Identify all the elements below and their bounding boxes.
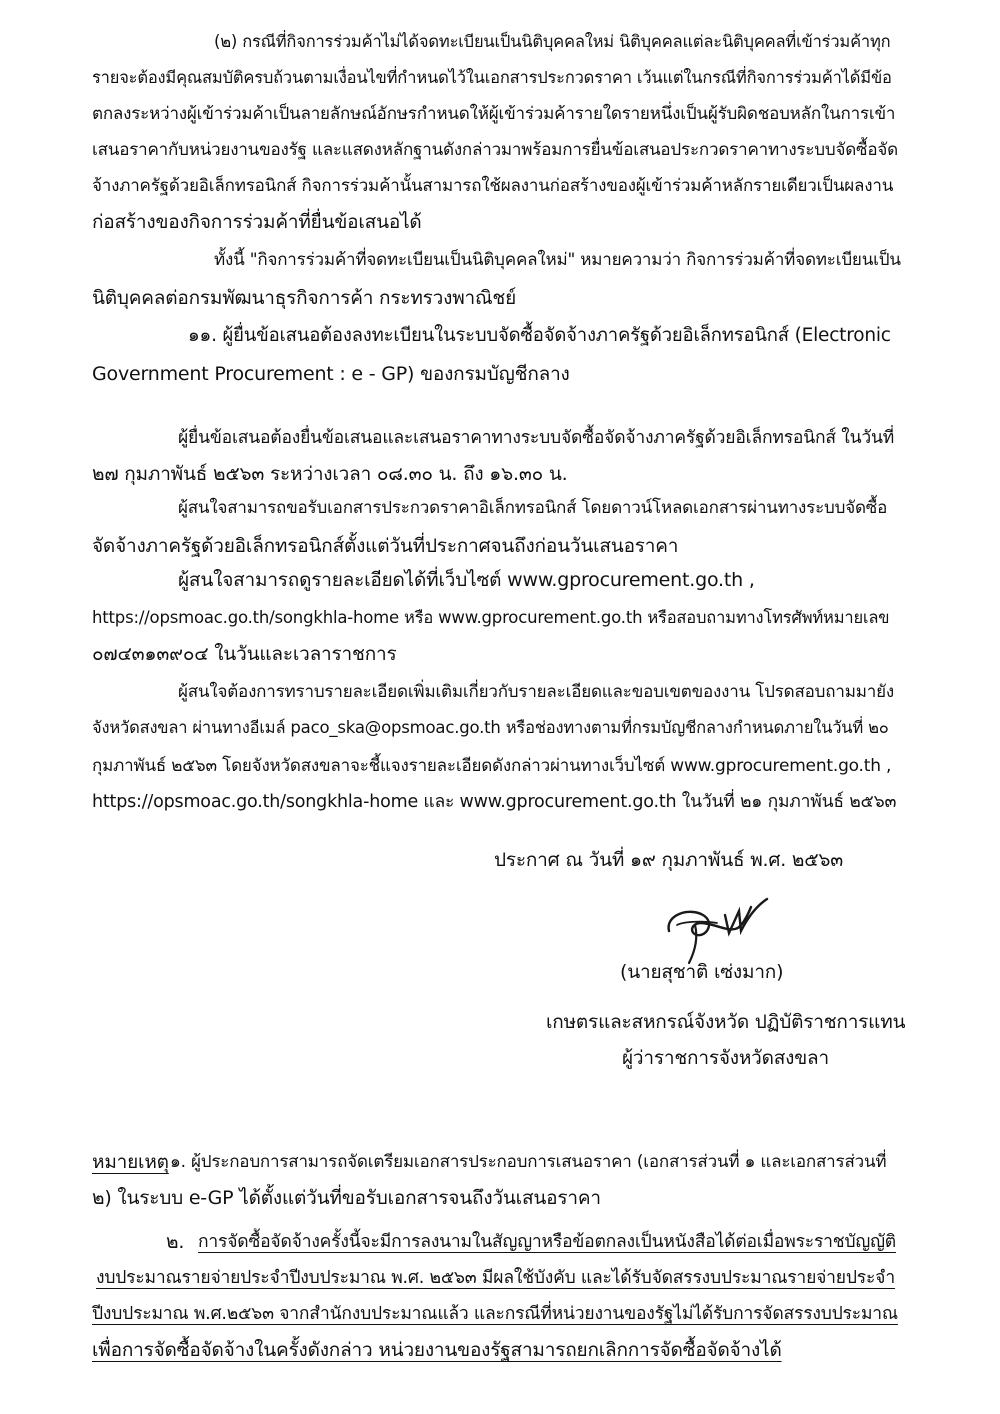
remarks-note2-line-4: เพื่อการจัดซื้อจัดจ้างในครั้งดังกล่าว หน่วยงานของรัฐสามารถยกเลิกการจัดซื้อจัดจ้างได้ — [92, 1339, 782, 1361]
inquiry-line-3: กุมภาพันธ์ ๒๕๖๓ โดยจังหวัดสงขลาจะชี้แจงรายละเอียดดังกล่าวผ่านทางเว็บไซต์ www.gprocurement.go.th , — [92, 756, 892, 776]
signatory-position-2: ผู้ว่าราชการจังหวัดสงขลา — [622, 1047, 829, 1069]
signature-image — [655, 885, 775, 965]
joint-venture-line-1: (๒) กรณีที่กิจการร่วมค้าไม่ได้จดทะเบียนเป็นนิติบุคคลใหม่ นิติบุคคลแต่ละนิติบุคคลที่เข้าร่วมค้าทุก — [214, 32, 891, 51]
website-line-3: ๐๗๔๓๑๓๙๐๔ ในวันและเวลาราชการ — [92, 643, 397, 665]
website-line-2: https://opsmoac.go.th/songkhla-home หรือ www.gprocurement.go.th หรือสอบถามทางโทรศัพท์หมายเลข — [92, 608, 890, 627]
joint-venture-line-5: จ้างภาครัฐด้วยอิเล็กทรอนิกส์ กิจการร่วมค้านั้นสามารถใช้ผลงานก่อสร้างของผู้เข้าร่วมค้าหลักรายเดียวเป็นผลงาน — [92, 176, 894, 196]
joint-venture-line-2: รายจะต้องมีคุณสมบัติครบถ้วนตามเงื่อนไขที่กำหนดไว้ในเอกสารประกวดราคา เว้นแต่ในกรณีที่กิจการร่วมค้าได้มีข้อ — [92, 68, 892, 87]
remarks-note2-line-1: การจัดซื้อจัดจ้างครั้งนี้จะมีการลงนามในสัญญาหรือข้อตกลงเป็นหนังสือได้ต่อเมื่อพระราชบัญญัติ — [198, 1232, 896, 1252]
joint-venture-line-4: เสนอราคากับหน่วยงานของรัฐ และแสดงหลักฐานดังกล่าวมาพร้อมการยื่นข้อเสนอประกวดราคาทางระบบจัดซื้อจัด — [92, 140, 899, 160]
remarks-note2-line-3: ปีงบประมาณ พ.ศ.๒๕๖๓ จากสำนักงบประมาณแล้ว และกรณีที่หน่วยงานของรัฐไม่ได้รับการจัดสรรงบประมาณ — [92, 1304, 898, 1324]
download-line-1: ผู้สนใจสามารถขอรับเอกสารประกวดราคาอิเล็กทรอนิกส์ โดยดาวน์โหลดเอกสารผ่านทางระบบจัดซื้อ — [178, 498, 888, 518]
inquiry-line-4: https://opsmoac.go.th/songkhla-home และ www.gprocurement.go.th ในวันที่ ๒๑ กุมภาพันธ์ ๒๕๖๓ — [92, 792, 897, 812]
remarks-note2-line-2: งบประมาณรายจ่ายประจำปีงบประมาณ พ.ศ. ๒๕๖๓ มีผลใช้บังคับ และได้รับจัดสรรงบประมาณรายจ่ายประจำ — [96, 1268, 896, 1288]
joint-venture-line-3: ตกลงระหว่างผู้เข้าร่วมค้าเป็นลายลักษณ์อักษรกำหนดให้ผู้เข้าร่วมค้ารายใดรายหนึ่งเป็นผู้รับผิดชอบหลักในการเข้า — [92, 104, 896, 124]
submission-line-1: ผู้ยื่นข้อเสนอต้องยื่นข้อเสนอและเสนอราคาทางระบบจัดซื้อจัดจ้างภาครัฐด้วยอิเล็กทรอนิกส์ ในวันที่ — [178, 428, 895, 448]
signatory-name: (นายสุชาติ เซ่งมาก) — [620, 961, 784, 983]
joint-venture-line-6: ก่อสร้างของกิจการร่วมค้าที่ยื่นข้อเสนอได้ — [92, 211, 422, 233]
submission-line-2: ๒๗ กุมภาพันธ์ ๒๕๖๓ ระหว่างเวลา ๐๘.๓๐ น. ถึง ๑๖.๓๐ น. — [92, 463, 568, 485]
definition-line-2: นิติบุคคลต่อกรมพัฒนาธุรกิจการค้า กระทรวงพาณิชย์ — [92, 287, 517, 309]
egp-line-2: Government Procurement : e - GP) ของกรมบัญชีกลาง — [92, 363, 570, 385]
download-line-2: จัดจ้างภาครัฐด้วยอิเล็กทรอนิกส์ตั้งแต่วันที่ประกาศจนถึงก่อนวันเสนอราคา — [92, 535, 679, 557]
remarks-note1-line-2: ๒) ในระบบ e-GP ได้ตั้งแต่วันที่ขอรับเอกสารจนถึงวันเสนอราคา — [92, 1187, 601, 1209]
definition-line-1: ทั้งนี้ "กิจการร่วมค้าที่จดทะเบียนเป็นนิติบุคคลใหม่" หมายความว่า กิจการร่วมค้าที่จดทะเบียนเป็น — [214, 250, 901, 270]
remarks-heading: หมายเหตุ — [92, 1151, 169, 1173]
remarks-note2-number: ๒. — [166, 1231, 185, 1253]
inquiry-line-2: จังหวัดสงขลา ผ่านทางอีเมล์ paco_ska@opsmoac.go.th หรือช่องทางตามที่กรมบัญชีกลางกำหนดภายในวันที่ ๒๐ — [92, 718, 889, 737]
inquiry-line-1: ผู้สนใจต้องการทราบรายละเอียดเพิ่มเติมเกี่ยวกับรายละเอียดและขอบเขตของงาน โปรดสอบถามมายัง — [178, 682, 894, 702]
announcement-date: ประกาศ ณ วันที่ ๑๙ กุมภาพันธ์ พ.ศ. ๒๕๖๓ — [494, 849, 844, 871]
remarks-note1-line-1: ๑. ผู้ประกอบการสามารถจัดเตรียมเอกสารประกอบการเสนอราคา (เอกสารส่วนที่ ๑ และเอกสารส่วนที่ — [170, 1152, 887, 1172]
signatory-position-1: เกษตรและสหกรณ์จังหวัด ปฏิบัติราชการแทน — [546, 1011, 906, 1033]
website-line-1: ผู้สนใจสามารถดูรายละเอียดได้ที่เว็บไซต์ www.gprocurement.go.th , — [178, 569, 755, 591]
egp-line-1: ๑๑. ผู้ยื่นข้อเสนอต้องลงทะเบียนในระบบจัดซื้อจัดจ้างภาครัฐด้วยอิเล็กทรอนิกส์ (Electronic — [188, 325, 891, 346]
